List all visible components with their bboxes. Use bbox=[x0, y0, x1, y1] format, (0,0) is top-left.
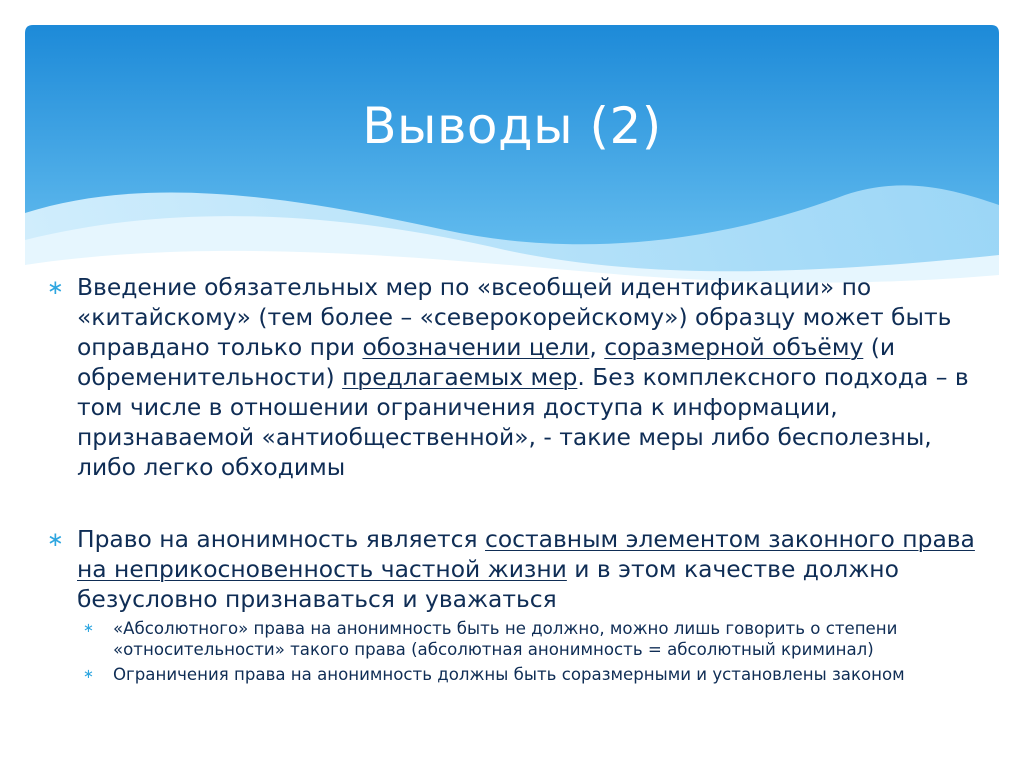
underlined-text: предлагаемых мер bbox=[342, 363, 578, 391]
subbullet-absolute-right bbox=[45, 618, 995, 660]
wave-background bbox=[25, 25, 999, 287]
underlined-text: обозначении цели bbox=[362, 333, 590, 361]
bullet-text: . Без комплексного подхода – в том числе в отношении ограничения доступа к информации, признаваемой «антиобщественной», - такие меры либо бесполезны, либо легко обходимы bbox=[77, 363, 969, 481]
bullet-text: , bbox=[589, 333, 605, 361]
subbullet-text: Ограничения права на анонимность должны быть соразмерными и установлены законом bbox=[113, 665, 905, 684]
bullet-text: (и обременительности) bbox=[77, 333, 896, 391]
bullet-identification bbox=[45, 272, 995, 482]
bullet-marker-icon: ∗ bbox=[47, 275, 64, 299]
subbullet-text: «Абсолютного» права на анонимность быть не должно, можно лишь говорить о степени «относительности» такого права (абсолютная анонимность = абсолютный криминал) bbox=[113, 619, 898, 659]
title-banner bbox=[25, 25, 999, 287]
subbullet-marker-icon: ∗ bbox=[83, 621, 94, 636]
bullet-marker-icon: ∗ bbox=[47, 527, 64, 551]
slide-title: Выводы (2) bbox=[362, 97, 662, 155]
bullet-anonymity bbox=[45, 524, 995, 614]
bullet-text: Право на анонимность является bbox=[77, 525, 486, 553]
subbullet-restrictions bbox=[45, 664, 995, 685]
slide-content bbox=[45, 272, 995, 685]
underlined-text: соразмерной объёму bbox=[604, 333, 864, 361]
subbullet-marker-icon: ∗ bbox=[83, 667, 94, 682]
bullet-text: и в этом качестве должно безусловно признаваться и уважаться bbox=[77, 555, 899, 613]
bullet-text: Введение обязательных мер по «всеобщей идентификации» по «китайскому» (тем более – «северокорейскому») образцу может быть оправдано только при bbox=[77, 273, 952, 361]
underlined-text: составным элементом законного права на неприкосновенность частной жизни bbox=[77, 525, 975, 583]
